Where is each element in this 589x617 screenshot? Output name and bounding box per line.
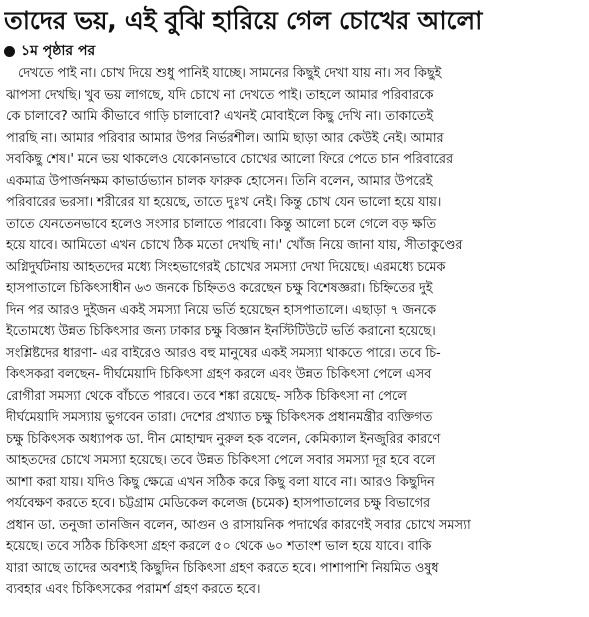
body-line: চক্ষু চিকিৎসক অধ্যাপক ডা. দীন মোহাম্মদ নুরুল হক বলেন, কেমিক্যাল ইনজুরির কারণে [6,431,441,447]
body-line: হাসপাতালে চিকিৎসাধীন ৬৩ জনকে চিহ্নিতও করেছেন চক্ষু বিশেষজ্ঞরা। চিহ্নিতের দুই [6,281,433,296]
body-line: পরিবারের ভরসা। শরীরের যা হয়েছে, তাতে দুঃখ নেই। কিন্তু চোখ যেন ভালো হয়ে যায়। [6,195,442,210]
body-line: সবকিছু শেষ।' মনে ভয় থাকলেও যেকোনভাবে চোখের আলো ফিরে পেতে চান পরিবারের [6,152,453,167]
body-line: আহতদের চোখে সমস্যা হয়েছে। তবে উন্নত চিকিৎসা পেলে সবার সমস্যা দূর হবে বলে [6,453,436,468]
headline: তাদের ভয়, এই বুঝি হারিয়ে গেল চোখের আলো [4,6,483,35]
body-line: তাতে যেনতেনভাবে হলেও সংসার চালাতে পারবো। কিন্তু আলো চলে গেলে বড় ক্ষতি [6,216,437,232]
body-line: রোগীরা সমস্যা থেকে বাঁচতে পারবে। তবে শঙ্কা রয়েছে- সঠিক চিকিৎসা না পেলে [6,388,407,404]
continued-from-marker [4,40,95,62]
body-line: আশা করা যায়। যদিও কিছু ক্ষেত্রে এখন সঠিক করে কিছু বলা যাবে না। আরও কিছুদিন [6,474,435,490]
body-line: পর্যবেক্ষণ করতে হবে। চট্টগ্রাম মেডিকেল কলেজ (চমেক) হাসপাতালের চক্ষু বিভাগের [6,496,430,511]
body-line: ঝাপসা দেখছি। খুব ভয় লাগছে, যদি চোখে না দেখতে পাই। তাহলে আমার পরিবারকে [6,87,434,103]
body-line: দীর্ঘমেয়াদি সমস্যায় ভুগবেন তারা। দেশের প্রখ্যাত চক্ষু চিকিৎসক প্রধানমন্ত্রীর ব্যক্তিগত [6,410,433,425]
body-line: ইতোমধ্যে উন্নত চিকিৎসার জন্য ঢাকার চক্ষু বিজ্ঞান ইনস্টিটিউটে ভর্তি করানো হয়েছে। [6,324,436,339]
body-line: প্রধান ডা. তনুজা তানজিন বলেন, আগুন ও রাসায়নিক পদার্থের কারণেই সবার চোখে সমস্যা [6,517,471,533]
body-line: অগ্নিদুর্ঘটনায় আহতদের মধ্যে সিংহভাগেরই চোখের সমস্যা দেখা দিয়েছে। এরমধ্যে চমেক [6,259,446,275]
body-line: হয়ে যাবে। আমিতো এখন চোখে ঠিক মতো দেখছি না।' খোঁজ নিয়ে জানা যায়, সীতাকুণ্ডের [6,238,463,253]
body-line: দেখতে পাই না। চোখ দিয়ে শুধু পানিই যাচ্ছে। সামনের কিছুই দেখা যায় না। সব কিছুই [18,66,442,81]
article-body [6,63,584,601]
body-line: যারা আছে তাদের অবশ্যই কিছুদিন চিকিৎসা গ্রহণ করতে হবে। পাশাপাশি নিয়মিত ওষুধ [6,560,439,576]
body-line: কে চালাবে? আমি কীভাবে গাড়ি চালাবো? এখনই মোবাইলে কিছু দেখি না। তাকাতেই [6,109,434,124]
body-line: ব্যবহার এবং চিকিৎসকের পরামর্শ গ্রহণ করতে হবে। [6,582,261,597]
continued-from-text: ১ম পৃষ্ঠার পর [21,43,96,59]
body-line: একমাত্র উপার্জনক্ষম কাভার্ডভ্যান চালক ফারুক হোসেন। তিনি বলেন, আমার উপরেই [6,173,433,189]
bullet-icon [4,46,15,57]
body-line: দিন পর আরও দুইজন একই সমস্যা নিয়ে ভর্তি হয়েছেন হাসপাতালে। এছাড়া ৭ জনকে [6,302,436,318]
body-line: হয়েছে। তবে সঠিক চিকিৎসা গ্রহণ করলে ৫০ থেকে ৬০ শতাংশ ভাল হয়ে যাবে। বাকি [6,539,432,554]
body-line: পারছি না। আমার পরিবার আমার উপর নির্ভরশীল। আমি ছাড়া আর কেউই নেই। আমার [6,130,444,146]
body-line: সংশ্লিষ্টদের ধারণা- এর বাইরেও আরও বহু মানুষের একই সমস্যা থাকতে পারে। তবে চি- [6,345,441,361]
body-line: কিৎসকরা বলছেন- দীর্ঘমেয়াদি চিকিৎসা গ্রহণ করলে এবং উন্নত চিকিৎসা পেলে এসব [6,367,432,382]
